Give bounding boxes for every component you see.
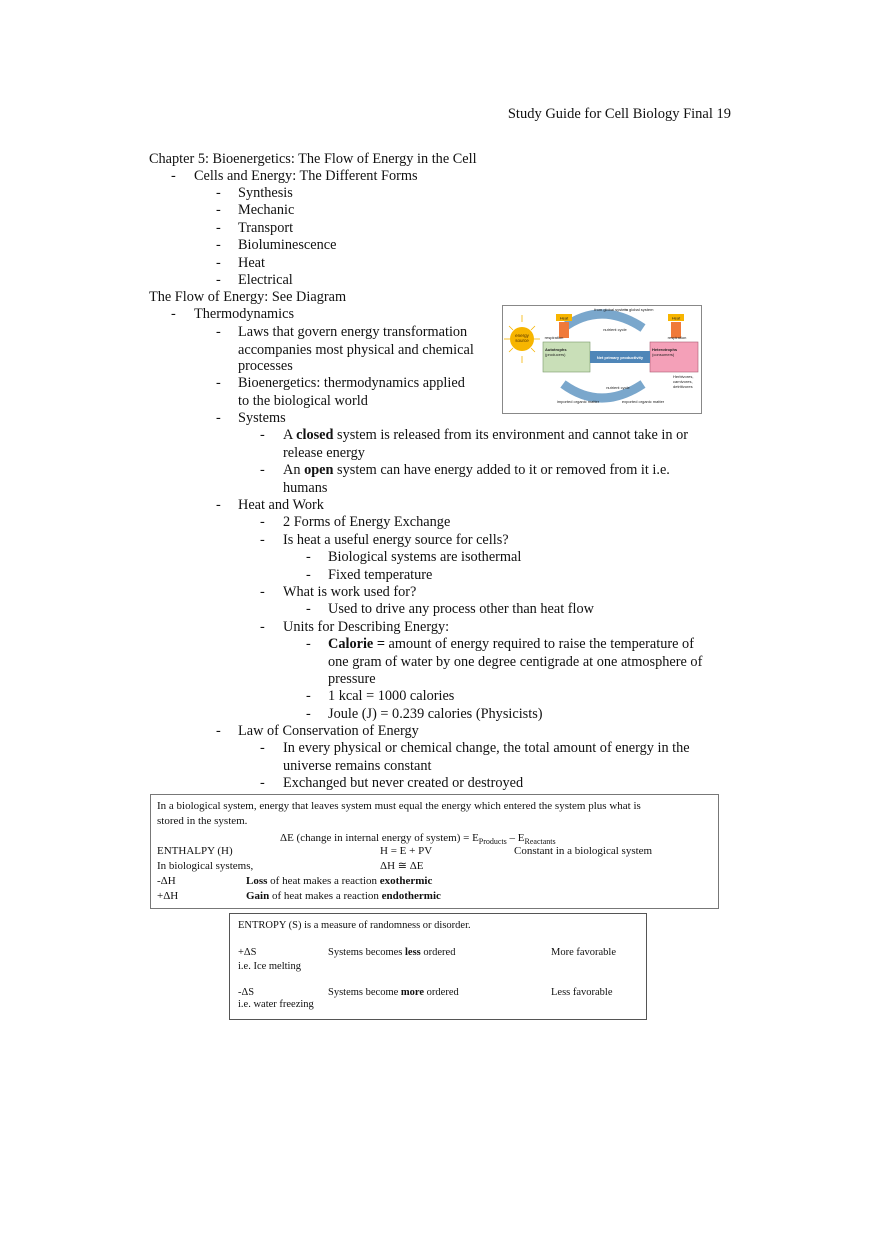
open-system-cont: humans [283,480,328,496]
respiration-right-label: respiration [667,335,687,340]
imported-label: imported organic matter [556,399,600,404]
bullet-dash: - [260,462,265,478]
less-favorable: Less favorable [551,987,613,998]
bullet-dash: - [216,375,221,391]
bottom-arrow [563,384,643,398]
ice-melting: i.e. Ice melting [238,961,301,972]
bullet-dash: - [216,324,221,340]
laws-line-3: processes [238,358,293,374]
form-item: Mechanic [238,202,295,218]
bullet-dash: - [171,168,176,184]
page-header: Study Guide for Cell Biology Final 19 [507,106,731,122]
detritus-wrap [673,374,701,396]
joule: Joule (J) = 0.239 calories (Physicists) [328,706,543,722]
kcal: 1 kcal = 1000 calories [328,688,455,704]
constant-label: Constant in a biological system [514,845,653,857]
top-arrow [563,314,643,328]
neg-dh: -ΔH [157,875,176,887]
isothermal: Biological systems are isothermal [328,549,522,565]
bullet-dash: - [260,427,265,443]
bullet-dash: - [216,255,221,271]
bullet-dash: - [260,619,265,635]
form-item: Electrical [238,272,293,288]
less-ordered: Systems becomes less ordered [328,947,456,958]
bullet-dash: - [306,567,311,583]
calorie-def-3: pressure [328,671,376,687]
thermodynamics: Thermodynamics [194,306,295,322]
flow-title: The Flow of Energy: See Diagram [149,289,347,305]
laws-line-1: Laws that govern energy transformation [238,324,468,340]
respiration-left-label: respiration [544,335,564,340]
entropy-title: ENTROPY (S) is a measure of randomness or disorder. [238,920,471,931]
gain-line: Gain of heat makes a reaction endothermic [246,890,441,902]
calorie-def: Calorie = amount of energy required to raise the temperature of [328,636,694,652]
nutrient-cycle-2-label: nutrient cycle [606,385,630,390]
systems: Systems [238,410,286,426]
form-item: Synthesis [238,185,293,201]
in-bio-label: In biological systems, [157,860,254,872]
pos-dh: +ΔH [157,890,179,902]
entropy-box [229,913,647,1020]
bullet-dash: - [260,775,265,791]
autotrophs-label: Autotrophs [545,347,567,352]
bullet-dash: - [216,185,221,201]
conservation-2: universe remains constant [283,758,432,774]
open-system: An open system can have energy added to it or removed from it i.e. [283,462,670,478]
bullet-dash: - [216,410,221,426]
heterotrophs-label: Heterotrophs [652,347,678,352]
nutrient-cycle-label: nutrient cycle [603,327,627,332]
heat-right-label: Heat [671,315,681,321]
delta-e-equation: ΔE (change in internal energy of system) = $E_{Products} - E_{Reactants}$ [280,832,556,847]
box1-intro-2: stored in the system. [157,815,248,827]
bullet-dash: - [216,220,221,236]
bullet-dash: - [306,601,311,617]
autotrophs-sub-label: (producers) [545,352,566,357]
calorie-def-2: one gram of water by one degree centigrade at one atmosphere of [328,654,703,670]
bullet-dash: - [306,706,311,722]
bullet-dash: - [216,497,221,513]
bullet-dash: - [260,532,265,548]
pos-ds: +ΔS [238,947,257,958]
bullet-dash: - [306,636,311,652]
water-freezing: i.e. water freezing [238,999,314,1010]
heterotrophs-sub-label: (consumers) [652,352,675,357]
laws-line-2: accompanies most physical and chemical [238,342,474,358]
energy-flow-svg [503,306,701,413]
form-item: Transport [238,220,294,236]
neg-ds: -ΔS [238,987,255,998]
bullet-dash: - [260,584,265,600]
heat-and-work: Heat and Work [238,497,324,513]
bioenergetics-line-2: to the biological world [238,393,368,409]
closed-system: A closed system is released from its environment and cannot take in or [283,427,688,443]
more-favorable: More favorable [551,947,617,958]
conservation-1: In every physical or chemical change, the total amount of energy in the [283,740,690,756]
bullet-dash: - [260,740,265,756]
bullet-dash: - [216,723,221,739]
form-item: Bioluminescence [238,237,337,253]
bullet-dash: - [216,202,221,218]
law-conservation: Law of Conservation of Energy [238,723,419,739]
more-ordered: Systems become more ordered [328,987,459,998]
detritus-label: Herbivores, carnivores, detritivores [673,374,694,389]
net-primary-label: Net primary productivity [596,355,644,360]
bullet-dash: - [306,688,311,704]
bullet-dash: - [260,514,265,530]
energy-flow-diagram [502,305,702,414]
from-global-label: from global system [594,307,628,312]
two-forms: 2 Forms of Energy Exchange [283,514,451,530]
bullet-dash: - [216,237,221,253]
enthalpy-label: ENTHALPY (H) [157,845,233,857]
bioenergetics-line-1: Bioenergetics: thermodynamics applied [238,375,465,391]
dh-de: ΔH ≅ ΔE [380,860,424,872]
closed-system-cont: release energy [283,445,365,461]
work-answer: Used to drive any process other than heat flow [328,601,595,617]
box1-intro-1: In a biological system, energy that leaves system must equal the energy which entered the system plus what is [157,800,641,812]
conservation-3: Exchanged but never created or destroyed [283,775,524,791]
chapter-title: Chapter 5: Bioenergetics: The Flow of Energy in the Cell [149,151,477,167]
bullet-dash: - [306,549,311,565]
sun-label: energy source [515,333,529,343]
h-equation: H = E + PV [380,845,433,857]
to-global-label: to global system [624,307,654,312]
bullet-dash: - [171,306,176,322]
heat-question: Is heat a useful energy source for cells? [283,532,509,548]
fixed-temperature: Fixed temperature [328,567,433,583]
loss-line: Loss of heat makes a reaction exothermic [246,875,433,887]
enthalpy-box [150,794,719,909]
cells-energy: Cells and Energy: The Different Forms [194,168,418,184]
heat-left-label: Heat [559,315,569,321]
form-item: Heat [238,255,265,271]
units-heading: Units for Describing Energy: [283,619,450,635]
exported-label: exported organic matter [621,399,665,404]
bullet-dash: - [216,272,221,288]
work-question: What is work used for? [283,584,417,600]
